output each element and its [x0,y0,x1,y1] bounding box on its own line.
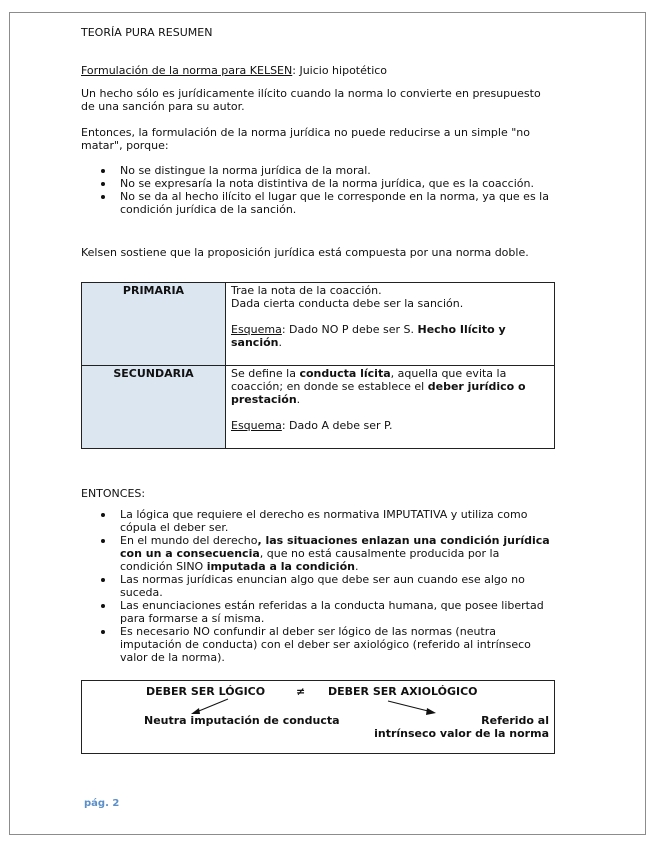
bullet-list-2 [81,508,555,664]
bullet-text-1: En el mundo del derecho [120,534,258,547]
secundaria-desc [226,366,555,449]
page-header: TEORÍA PURA RESUMEN [81,26,213,39]
secundaria-esquema [231,419,549,432]
page-number: pág. 2 [84,798,120,809]
list-item: Las enunciaciones están referidas a la conducta humana, que posee libertad para formarse a sí misma. [81,599,555,625]
referido-text-2: intrínseco valor de la norma [374,727,549,740]
neutra-imputacion-text: Neutra imputación de conducta [144,714,340,727]
primaria-line-2: Dada cierta conducta debe ser la sanción. [231,297,464,310]
list-item: No se expresaría la nota distintiva de la norma jurídica, que es la coacción. [81,177,555,190]
primaria-line-1: Trae la nota de la coacción. [231,284,382,297]
bullet-text-2: , que no está causalmente producida por la condición SINO [120,547,500,573]
bullet-list-1 [81,164,555,216]
right-arrow-line [388,701,432,712]
esquema-label: Esquema [231,419,282,432]
esquema-label: Esquema [231,323,282,336]
list-item: Las normas jurídicas enuncian algo que debe ser aun cuando ese algo no suceda. [81,573,555,599]
paragraph-2: Entonces, la formulación de la norma jurídica no puede reducirse a un simple "no matar", porque: [81,126,530,152]
right-arrow-head [426,708,436,715]
secundaria-text-2: , aquella que evita la coacción; en donde se establece el [231,367,507,393]
deber-ser-box [81,680,555,754]
esquema-text: : Dado NO P debe ser S. [281,323,418,336]
section-heading-rest: : Juicio hipotético [292,64,388,77]
deber-ser-axiologico-title: DEBER SER AXIOLÓGICO [328,685,478,698]
esquema-end: . [278,336,282,349]
entonces-heading: ENTONCES: [81,487,146,500]
bullet-bold-1: , las situaciones enlazan una condición jurídica con un a consecuencia [120,534,550,560]
list-item: No se distingue la norma jurídica de la moral. [81,164,555,177]
secundaria-label: SECUNDARIA [82,366,226,449]
list-item: La lógica que requiere el derecho es normativa IMPUTATIVA y utiliza como cópula el deber ser. [81,508,555,534]
primaria-label: PRIMARIA [82,283,226,366]
secundaria-bold-2: deber jurídico o prestación [231,380,526,406]
referido-text-1: Referido al [481,714,549,727]
esquema-bold: Hecho Ilícito y sanción [231,323,506,349]
paragraph-1: Un hecho sólo es jurídicamente ilícito cuando la norma lo convierte en presupuesto de una sanción para su autor. [81,87,541,113]
section-heading [81,64,555,77]
secundaria-bold-1: conducta lícita [299,367,391,380]
bullet-bold-2: imputada a la condición [206,560,355,573]
section-heading-underlined: Formulación de la norma para KELSEN [81,64,293,77]
secundaria-text-3: . [296,393,301,406]
norma-table [81,282,555,449]
primaria-esquema [231,323,549,349]
list-item: No se da al hecho ilícito el lugar que le corresponde en la norma, ya que es la condición jurídica de la sanción. [81,190,555,216]
bullet-text-3: . [354,560,359,573]
not-equal-sign: ≠ [296,685,306,698]
secundaria-text-1: Se define la [231,367,300,380]
paragraph-3: Kelsen sostiene que la proposición jurídica está compuesta por una norma doble. [81,246,529,259]
deber-ser-logico-title: DEBER SER LÓGICO [146,685,266,698]
secundaria-definition [231,367,549,406]
list-item: Es necesario NO confundir al deber ser lógico de las normas (neutra imputación de conducta) con el deber ser axiológico (referido al intrínseco valor de la norma). [81,625,555,664]
primaria-desc [226,283,555,366]
list-item [81,534,555,573]
esquema-text: : Dado A debe ser P. [281,419,393,432]
